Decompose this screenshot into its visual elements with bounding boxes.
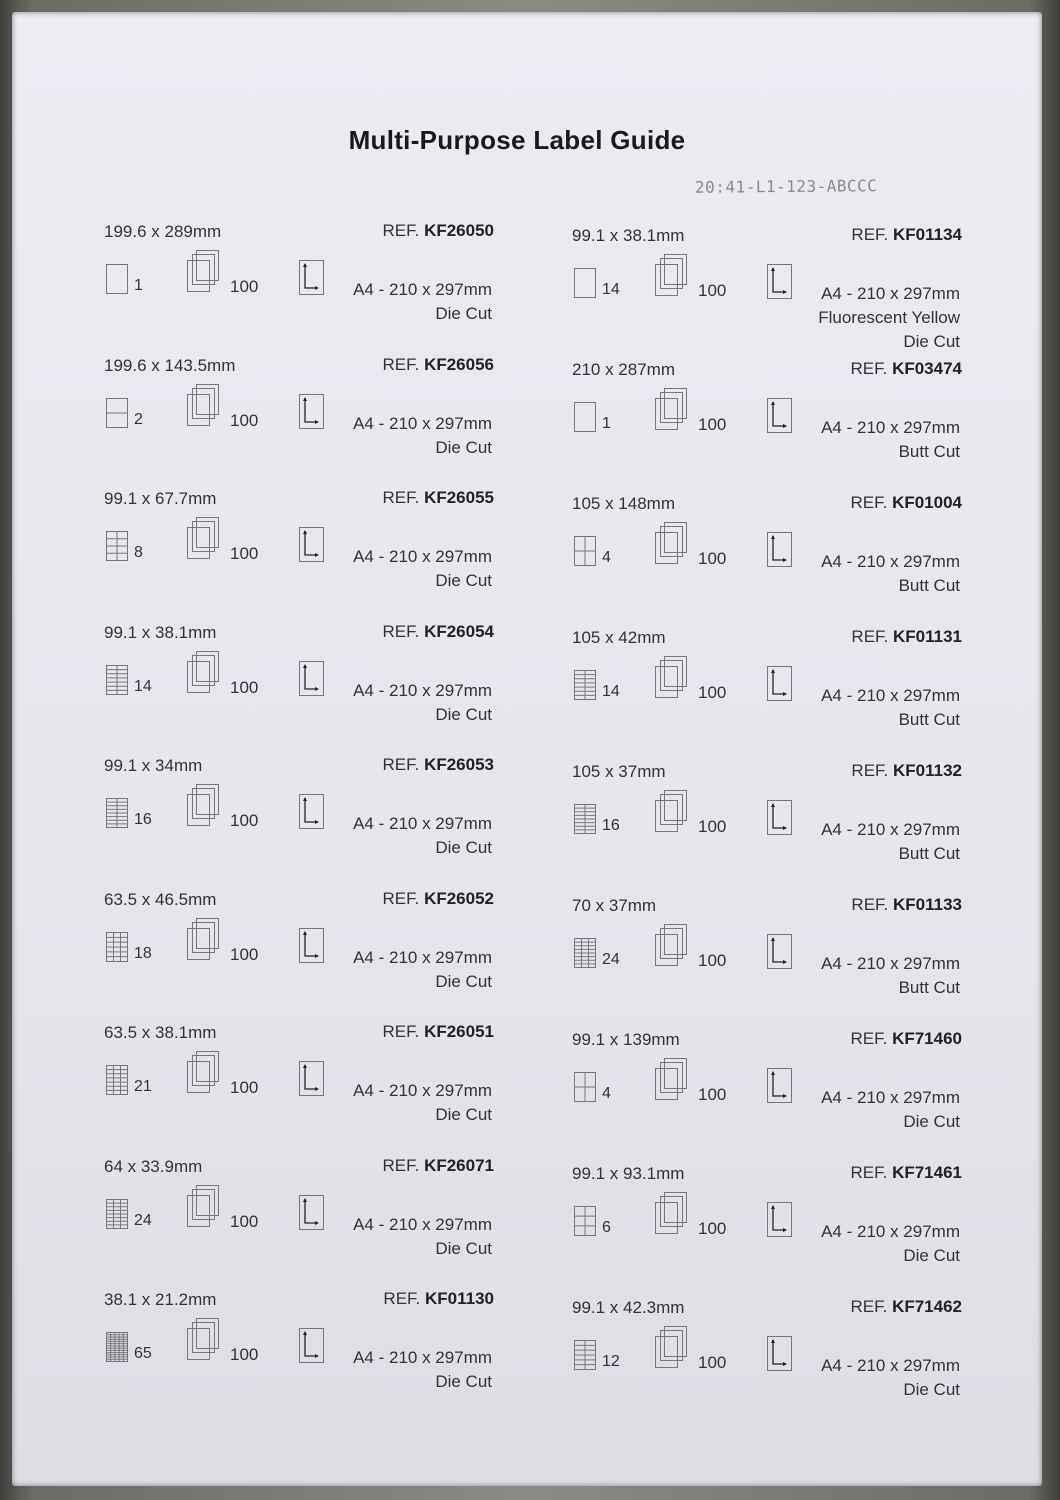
product-ref: [850, 1163, 962, 1183]
a4-corner-icon: [767, 800, 795, 838]
sheet-count: 100: [698, 817, 727, 836]
labels-per-sheet: 2: [134, 410, 143, 428]
ref-prefix: REF.: [382, 221, 420, 240]
labels-per-sheet: 16: [134, 811, 152, 828]
label-size: 70 x 37mm: [572, 896, 657, 915]
left-column: [94, 212, 494, 1414]
paper-size: A4 - 210 x 297mm: [821, 1356, 960, 1375]
paper-spec: [821, 952, 960, 1000]
a4-corner-icon: [767, 934, 795, 972]
paper-spec: [353, 679, 492, 727]
a4-corner-icon: [299, 394, 327, 432]
paper-spec: [353, 812, 492, 860]
label-size: 105 x 37mm: [572, 762, 666, 781]
ref-prefix: REF.: [851, 895, 889, 914]
label-entry: [562, 886, 962, 1020]
paper-size: A4 - 210 x 297mm: [821, 552, 960, 571]
ref-prefix: REF.: [850, 1163, 888, 1182]
product-ref: [850, 359, 962, 379]
paper-size: A4 - 210 x 297mm: [353, 547, 492, 566]
label-size: 99.1 x 139mm: [572, 1030, 680, 1049]
product-ref: [851, 627, 962, 647]
ref-code: KF01131: [893, 627, 962, 646]
paper-size: A4 - 210 x 297mm: [353, 280, 492, 299]
label-entry: [562, 216, 962, 350]
label-layout-icon: [574, 670, 596, 700]
labels-per-sheet: 18: [134, 944, 152, 962]
a4-corner-icon: [299, 1328, 327, 1366]
paper-size: A4 - 210 x 297mm: [353, 814, 492, 833]
label-layout-icon: [106, 531, 128, 561]
cut-note: Die Cut: [435, 971, 492, 991]
paper-spec: [821, 1220, 960, 1268]
labels-per-sheet: 1: [602, 415, 611, 432]
a4-corner-icon: [767, 666, 795, 704]
sheet-stack-icon: [186, 1185, 220, 1229]
sheet-count: 100: [698, 549, 727, 568]
a4-corner-icon: [767, 398, 795, 436]
cut-note: Die Cut: [903, 1112, 960, 1131]
paper-spec: [353, 1213, 492, 1261]
label-layout-icon: [574, 938, 596, 968]
ref-code: KF71460: [892, 1029, 962, 1048]
ref-prefix: REF.: [382, 621, 420, 641]
label-layout-icon: [106, 264, 128, 294]
sheet-stack-icon: [654, 1058, 688, 1102]
label-layout-icon: [106, 1332, 128, 1362]
a4-corner-icon: [299, 661, 327, 699]
a4-corner-icon: [299, 1061, 327, 1099]
cut-note: Die Cut: [435, 1238, 492, 1258]
label-size: 99.1 x 42.3mm: [572, 1298, 685, 1317]
ref-code: KF26051: [424, 1022, 494, 1041]
ref-code: KF26071: [424, 1155, 494, 1175]
cut-note: Die Cut: [435, 704, 492, 724]
cut-note: Fluorescent Yellow: [818, 308, 960, 327]
a4-corner-icon: [299, 928, 327, 966]
ref-code: KF01004: [892, 493, 962, 512]
product-ref: [382, 1156, 494, 1176]
product-ref: [382, 622, 494, 642]
sheet-count: 100: [698, 1085, 727, 1104]
sheet-count: 100: [698, 1219, 727, 1238]
labels-per-sheet: 24: [602, 951, 620, 968]
paper-size: A4 - 210 x 297mm: [353, 1214, 492, 1234]
sheet-stack-icon: [654, 388, 688, 432]
product-ref: [382, 221, 494, 241]
paper-spec: [353, 946, 492, 994]
a4-corner-icon: [767, 264, 795, 302]
ref-code: KF01133: [893, 895, 962, 914]
cut-note: Butt Cut: [898, 576, 960, 595]
paper-spec: [821, 1354, 960, 1402]
labels-per-sheet: 14: [602, 683, 620, 700]
sheet-stack-icon: [654, 924, 688, 968]
labels-per-sheet: 12: [602, 1353, 620, 1370]
product-ref: [850, 1297, 962, 1317]
product-ref: [851, 225, 962, 245]
labels-per-sheet: 24: [134, 1211, 152, 1229]
cut-note: Die Cut: [435, 838, 492, 857]
labels-per-sheet: 4: [602, 549, 611, 566]
label-size: 199.6 x 143.5mm: [104, 355, 236, 375]
sheet-stack-icon: [186, 651, 220, 695]
labels-per-sheet: 6: [602, 1219, 611, 1236]
sheet-stack-icon: [654, 254, 688, 298]
labels-per-sheet: 65: [134, 1345, 152, 1362]
sheet-count: 100: [230, 1078, 259, 1097]
ref-prefix: REF.: [382, 888, 420, 908]
sheet-stack-icon: [186, 1318, 220, 1362]
label-layout-icon: [574, 804, 596, 834]
paper-size: A4 - 210 x 297mm: [353, 413, 492, 433]
a4-corner-icon: [299, 1195, 327, 1233]
sheet-stack-icon: [654, 1192, 688, 1236]
sheet-stack-icon: [186, 784, 220, 828]
ref-prefix: REF.: [382, 1155, 420, 1175]
label-layout-icon: [574, 1340, 596, 1370]
label-size: 63.5 x 46.5mm: [104, 889, 217, 909]
label-layout-icon: [106, 665, 128, 695]
cut-note: Butt Cut: [898, 978, 960, 997]
label-size: 210 x 287mm: [572, 360, 675, 379]
label-size: 105 x 148mm: [572, 494, 675, 513]
product-ref: [382, 1022, 494, 1042]
ref-code: KF26050: [424, 221, 494, 240]
label-layout-icon: [106, 398, 128, 428]
label-size: 105 x 42mm: [572, 628, 666, 647]
labels-per-sheet: 8: [134, 544, 143, 561]
ref-prefix: REF.: [382, 354, 420, 374]
paper-size: A4 - 210 x 297mm: [821, 686, 960, 705]
label-entry: [94, 880, 494, 1014]
label-layout-icon: [574, 1072, 596, 1102]
paper-spec: [353, 1346, 492, 1394]
a4-corner-icon: [299, 794, 327, 832]
label-entry: [562, 484, 962, 618]
sheet-count: 100: [230, 544, 259, 563]
label-entry: [94, 746, 494, 880]
ref-code: KF26055: [424, 488, 494, 507]
paper-spec: [821, 818, 960, 866]
label-entry: [562, 1020, 962, 1154]
product-ref: [382, 488, 494, 508]
sheet-count: 100: [698, 951, 727, 970]
paper-spec: [821, 684, 960, 732]
label-layout-icon: [574, 268, 596, 298]
product-ref: [383, 1289, 494, 1309]
label-size: 99.1 x 67.7mm: [104, 489, 217, 508]
paper-spec: [353, 412, 492, 460]
label-layout-icon: [106, 1199, 128, 1229]
ref-prefix: REF.: [850, 359, 888, 378]
label-size: 38.1 x 21.2mm: [104, 1290, 217, 1309]
label-entry: [94, 479, 494, 613]
sheet-stack-icon: [186, 918, 220, 962]
ref-code: KF26056: [424, 354, 494, 374]
paper-spec: [821, 416, 960, 464]
ref-prefix: REF.: [382, 1022, 420, 1041]
ref-prefix: REF.: [851, 761, 889, 780]
paper-spec: [818, 282, 960, 354]
label-entry: [562, 350, 962, 484]
sheet-count: 100: [230, 277, 259, 296]
paper-size: A4 - 210 x 297mm: [821, 1222, 960, 1241]
paper-size: A4 - 210 x 297mm: [821, 1088, 960, 1107]
label-entry: [562, 752, 962, 886]
sheet-count: 100: [230, 1345, 259, 1364]
paper-size: A4 - 210 x 297mm: [821, 284, 960, 303]
label-size: 99.1 x 34mm: [104, 756, 203, 775]
label-layout-icon: [106, 798, 128, 828]
label-size: 99.1 x 38.1mm: [572, 226, 685, 245]
cut-note: Die Cut: [903, 1380, 960, 1399]
sheet-stack-icon: [186, 250, 220, 294]
ref-prefix: REF.: [382, 755, 420, 774]
labels-per-sheet: 4: [602, 1085, 611, 1102]
batch-stamp: 20:41-L1-123-ABCCC: [694, 176, 878, 197]
label-size: 64 x 33.9mm: [104, 1156, 203, 1176]
label-layout-icon: [574, 536, 596, 566]
labels-per-sheet: 1: [134, 277, 143, 294]
label-entry: [562, 618, 962, 752]
ref-code: KF26052: [424, 888, 494, 908]
paper-spec: [821, 550, 960, 598]
sheet-stack-icon: [654, 790, 688, 834]
product-ref: [382, 755, 494, 775]
cut-note: Die Cut: [435, 304, 492, 323]
ref-code: KF71462: [892, 1297, 962, 1316]
ref-prefix: REF.: [383, 1289, 421, 1308]
sheet-count: 100: [698, 1353, 727, 1372]
paper-spec: [353, 1079, 492, 1127]
ref-code: KF01132: [893, 761, 962, 780]
sheet-stack-icon: [186, 517, 220, 561]
paper-size: A4 - 210 x 297mm: [353, 680, 492, 700]
sheet-stack-icon: [186, 384, 220, 428]
labels-per-sheet: 16: [602, 817, 620, 834]
label-layout-icon: [574, 402, 596, 432]
cut-note: Butt Cut: [898, 844, 960, 863]
label-entry: [562, 1154, 962, 1288]
sheet-count: 100: [230, 944, 259, 964]
product-ref: [382, 355, 494, 375]
ref-prefix: REF.: [850, 1297, 888, 1316]
cut-note: Butt Cut: [898, 442, 960, 461]
ref-code: KF03474: [892, 359, 962, 378]
a4-corner-icon: [299, 527, 327, 565]
paper-size: A4 - 210 x 297mm: [353, 1348, 492, 1367]
ref-prefix: REF.: [851, 225, 889, 244]
cut-note: Die Cut: [903, 1246, 960, 1265]
ref-prefix: REF.: [850, 1029, 888, 1048]
a4-corner-icon: [299, 260, 327, 298]
label-size: 63.5 x 38.1mm: [104, 1023, 217, 1042]
a4-corner-icon: [767, 1068, 795, 1106]
label-entry: [94, 212, 494, 346]
ref-code: KF01130: [425, 1289, 494, 1308]
cut-note: Die Cut: [435, 571, 492, 590]
sheet-stack-icon: [654, 1326, 688, 1370]
page-title: Multi-Purpose Label Guide: [348, 125, 686, 155]
cut-note: Die Cut: [435, 1372, 492, 1391]
label-layout-icon: [574, 1206, 596, 1236]
label-entry: [94, 346, 494, 480]
label-layout-icon: [106, 932, 128, 962]
paper-size: A4 - 210 x 297mm: [353, 947, 492, 967]
label-entry: [94, 1147, 494, 1281]
cut-note: Die Cut: [435, 437, 492, 457]
sheet-count: 100: [230, 811, 259, 830]
ref-code: KF26054: [424, 621, 494, 641]
ref-code: KF71461: [892, 1163, 962, 1182]
sheet-stack-icon: [186, 1051, 220, 1095]
labels-per-sheet: 14: [134, 677, 152, 695]
sheet-count: 100: [230, 410, 259, 430]
paper-size: A4 - 210 x 297mm: [821, 820, 960, 839]
label-entry: [94, 613, 494, 747]
ref-code: KF26053: [424, 755, 494, 774]
paper-spec: [353, 278, 492, 326]
label-size: 199.6 x 289mm: [104, 222, 222, 241]
paper-size: A4 - 210 x 297mm: [821, 954, 960, 973]
sheet-stack-icon: [654, 522, 688, 566]
sheet-count: 100: [698, 281, 727, 300]
cut-note: Die Cut: [903, 332, 960, 351]
ref-code: KF01134: [893, 225, 962, 244]
product-ref: [851, 761, 962, 781]
paper-spec: [353, 545, 492, 593]
labels-per-sheet: 21: [134, 1078, 152, 1095]
product-ref: [850, 1029, 962, 1049]
product-ref: [382, 889, 494, 909]
sheet-count: 100: [230, 677, 259, 697]
paper-size: A4 - 210 x 297mm: [821, 418, 960, 437]
cut-note: Butt Cut: [898, 710, 960, 729]
a4-corner-icon: [767, 1202, 795, 1240]
product-ref: [851, 895, 962, 915]
ref-prefix: REF.: [382, 488, 420, 507]
sheet-stack-icon: [654, 656, 688, 700]
paper-spec: [821, 1086, 960, 1134]
right-column: [562, 216, 962, 1422]
labels-per-sheet: 14: [602, 281, 620, 298]
ref-prefix: REF.: [850, 493, 888, 512]
sheet-count: 100: [230, 1211, 259, 1231]
sheet-count: 100: [698, 415, 727, 434]
sheet-count: 100: [698, 683, 727, 702]
label-entry: [94, 1013, 494, 1147]
a4-corner-icon: [767, 532, 795, 570]
cut-note: Die Cut: [435, 1105, 492, 1124]
label-layout-icon: [106, 1065, 128, 1095]
paper-size: A4 - 210 x 297mm: [353, 1081, 492, 1100]
product-ref: [850, 493, 962, 513]
ref-prefix: REF.: [851, 627, 889, 646]
label-guide-sheet: [12, 12, 1042, 1486]
a4-corner-icon: [767, 1336, 795, 1374]
label-entry: [94, 1280, 494, 1414]
label-size: 99.1 x 93.1mm: [572, 1164, 685, 1183]
label-size: 99.1 x 38.1mm: [104, 622, 217, 642]
label-entry: [562, 1288, 962, 1422]
